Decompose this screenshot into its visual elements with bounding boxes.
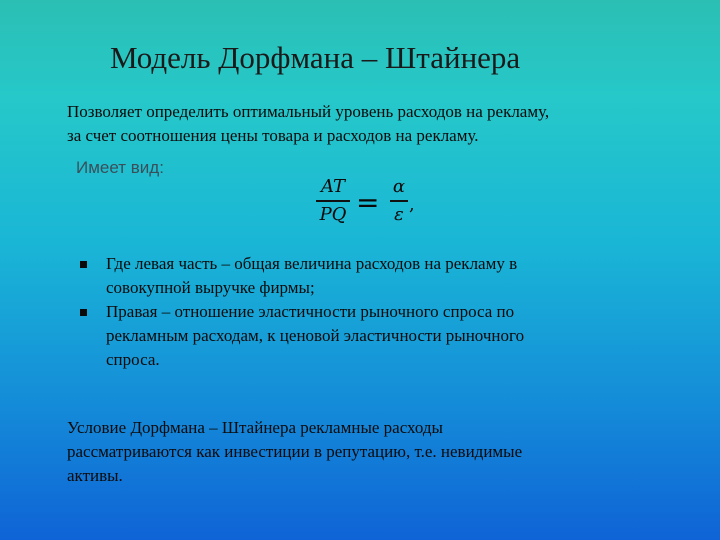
fraction-bar [316,200,350,202]
condition-paragraph [67,416,667,488]
intro-paragraph [67,100,667,148]
explanation-list [80,252,640,372]
intro-line: Позволяет определить оптимальный уровень расходов на рекламу, [67,102,550,121]
condition-line: рассматриваются как инвестиции в репутацию, т.е. невидимые [67,442,523,461]
bullet-square-icon [80,261,87,268]
fraction-bar [390,200,408,202]
intro-line: за счет соотношения цены товара и расходов на рекламу. [67,126,479,145]
slide-title: Модель Дорфмана – Штайнера [110,40,521,75]
list-item-line: спроса. [106,350,160,369]
list-item-line: Правая – отношение эластичности рыночного спроса по [106,302,515,321]
formula-caption: Имеет вид: [76,158,164,177]
list-item [80,300,640,372]
equals-sign: = [356,186,380,219]
right-denominator: ε [394,203,404,225]
left-fraction [316,176,350,225]
condition-line: активы. [67,466,123,485]
left-denominator: PQ [319,203,347,225]
right-numerator: α [392,176,406,197]
list-item [80,252,640,300]
left-numerator: AT [320,176,346,197]
list-item-line: рекламным расходам, к ценовой эластичности рыночного [106,326,525,345]
right-fraction [390,176,408,225]
condition-line: Условие Дорфмана – Штайнера рекламные расходы [67,418,443,437]
bullet-square-icon [80,309,87,316]
list-item-line: Где левая часть – общая величина расходов на рекламу в [106,254,518,273]
list-item-line: совокупной выручке фирмы; [106,278,315,297]
formula-comma: , [409,194,415,215]
